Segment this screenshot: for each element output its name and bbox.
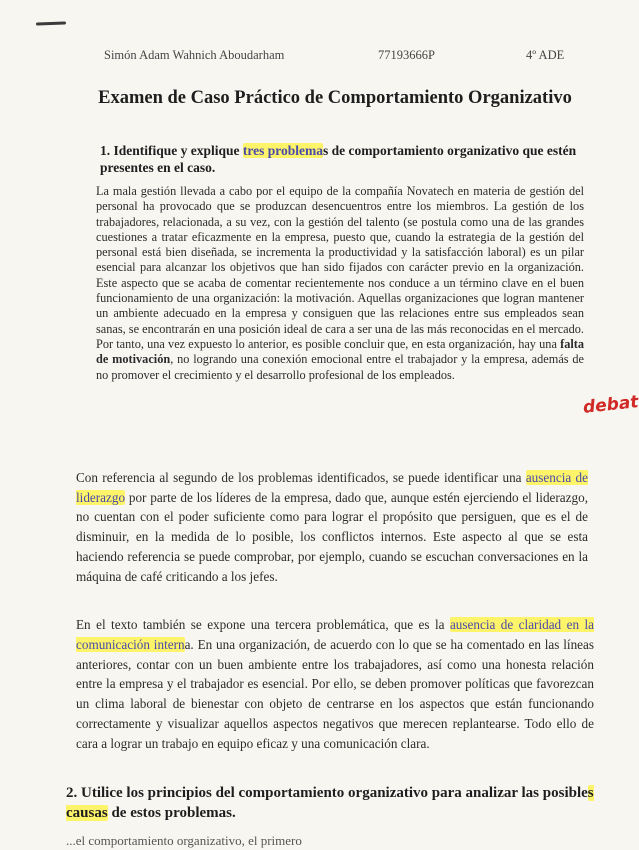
paragraph-3-text-start: En el texto también se expone una tercera problemática, que es la [76,617,450,632]
paragraph-2 [76,468,588,586]
highlight-ausencia-de-claridad: ausencia de claridad en la comunicación intern [76,617,594,652]
paragraph-1-text-start: La mala gestión llevada a cabo por el equipo de la compañía Novatech en materia de gestión del personal ha provocado que se produzcan desencuentros entre los miembros. La gestión de los trabajadores, relacionada, a su vez, con la gestión del talento (se postula como una de las grandes cuestiones a tratar eficazmente en la empresa, puesto que, cuando la estrategia de la gestión del personal está bien diseñada, se incrementa la productividad y la satisfacción laboral) es un pilar esencial para alcanzar los objetivos que han sido fijados con carácter previo en la organización. Este aspecto que se acaba de comentar recientemente nos conduce a un término clave en el buen funcionamiento de una organización: la motivación. Aquellas organizaciones que logran mantener un ambiente adecuado en la empresa y consiguen que las relaciones entre sus empleados sean sanas, se encontrarán en una posición ideal de cara a ser una de las más reconocidas en el mercado. Por tanto, una vez expuesto lo anterior, es posible concluir que, en esta organización, hay una [96,184,584,351]
paragraph-3-text-end: a. En una organización, de acuerdo con lo que se ha comentado en las líneas anteriores, contar con un buen ambiente entre los trabajadores, así como una honesta relación entre la empresa y el trabajador es esencial. Por ello, se deben promover políticas que favorezcan un clima laboral de bienestar con objeto de centrarse en los aspectos que están funcionando correctamente y visualizar aquellos aspectos negativos que merecen replantearse. Todo ello de cara a lograr un trabajo en equipo eficaz y una comunicación clara. [76,636,594,751]
question-1-text-end: s de comportamiento organizativo que estén presentes en el caso. [100,143,577,175]
highlight-ausencia-de-liderazgo: ausencia de liderazgo [76,470,588,505]
question-2-text-start: 2. Utilice los principios del comportamiento organizativo para analizar las posible [66,785,588,801]
paragraph-3 [76,615,594,754]
highlight-tres-problemas: tres problema [242,143,324,158]
question-2 [66,783,601,823]
paragraph-4-partial: ...el comportamiento organizativo, el primero [66,833,302,848]
paragraph-1 [96,184,584,383]
bold-falta-de-motivacion: falta de motivación [96,336,584,367]
handwritten-annotation: debat [582,392,639,418]
highlight-causas: s causas [66,785,594,821]
student-id: 77193666P [378,48,435,62]
student-name: Simón Adam Wahnich Aboudarham [104,48,285,62]
question-1 [100,142,590,176]
question-1-text-start: 1. Identifique y explique [100,143,243,158]
question-2-text-end: de estos problemas. [107,805,236,821]
paragraph-2-text-end: por parte de los líderes de la empresa, dado que, aunque estén ejerciendo el liderazgo, no cuentan con el poder suficiente como para lograr el propósito que persiguen, que es el de disminuir, en la medida de lo posible, los conflictos internos. Este aspecto al que se esta haciendo referencia se puede comprobar, por ejemplo, cuando se escuchan conversaciones en la máquina de café criticando a los jefes. [76,489,588,584]
exam-title: Examen de Caso Práctico de Comportamiento Organizativo [98,88,572,108]
paragraph-2-text-start: Con referencia al segundo de los problemas identificados, se puede identificar una [76,470,526,485]
paragraph-1-text-end: , no logrando una conexión emocional entre el trabajador y la empresa, además de no promover el crecimiento y el desarrollo profesional de los empleados. [96,352,584,382]
pen-mark [36,21,66,25]
course-label: 4º ADE [526,48,565,62]
